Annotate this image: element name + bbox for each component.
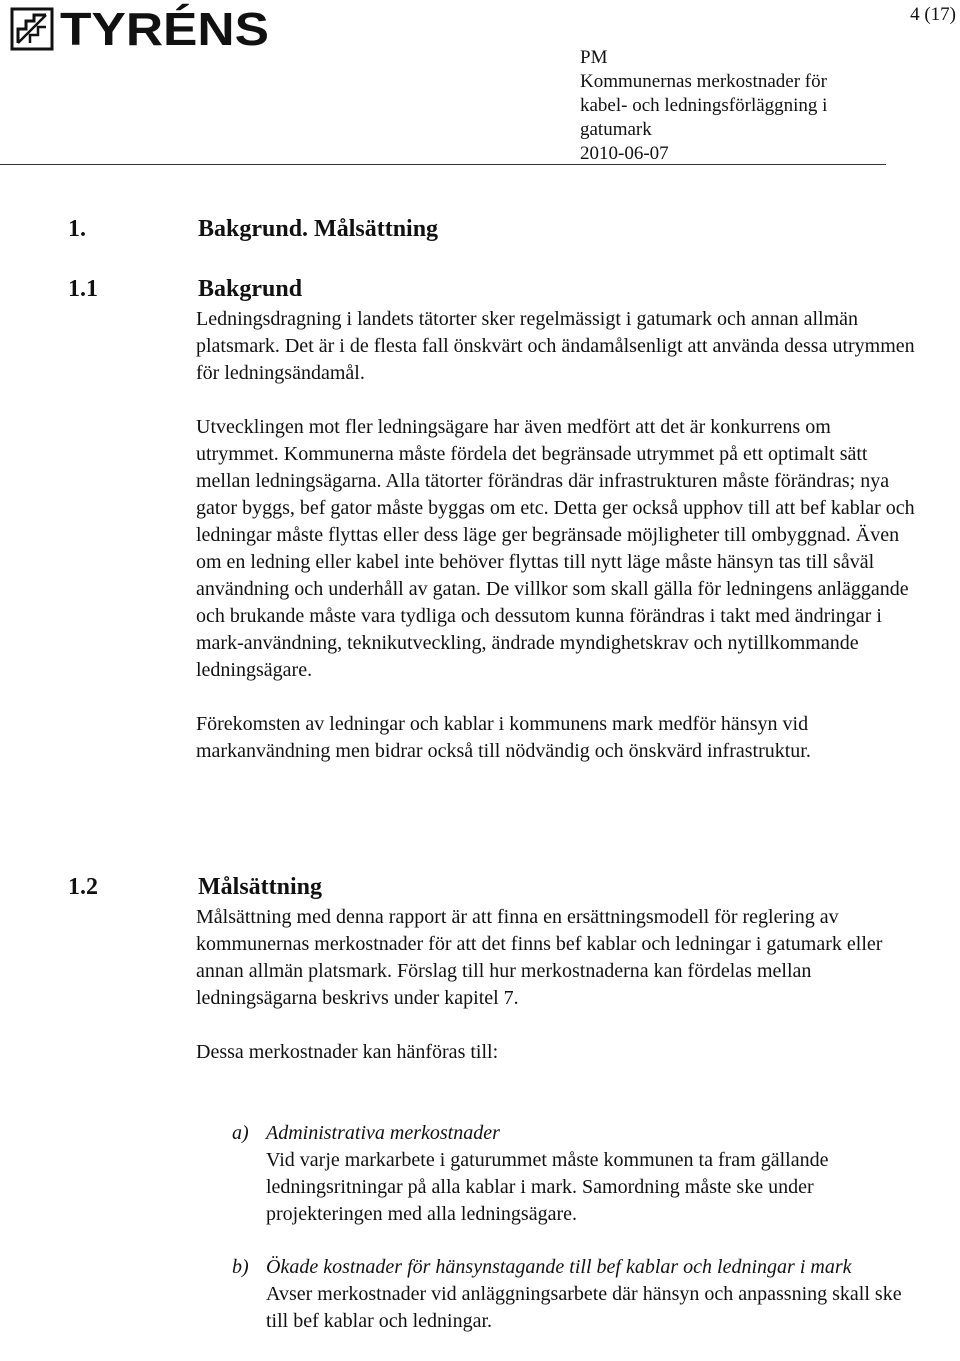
subsection-number: 1.2 <box>68 874 98 900</box>
list-item <box>232 1254 912 1335</box>
subsection-title: Bakgrund <box>198 276 303 302</box>
paragraph: Utvecklingen mot fler ledningsägare har även medfört att det är konkurrens om utrymmet. Kommunerna måste fördela det begränsade utrymmet på ett optimalt sätt mellan ledningsägarna. Alla tätorter förändras där infrastrukturen måste förändras; nya gator byggs, bef gator måste byggas om etc. Detta ger också upphov till att bef kablar och ledningar måste flyttas eller dess läge ger begränsade möjligheter till ombyggnad. Även om en ledning eller kabel inte behöver flyttas till nytt läge måste hänsyn tas till såväl användning och underhåll av gatan. De villkor som skall gälla för ledningens anläggande och brukande måste vara tydliga och dessutom kunna förändras i takt med ändringar i mark-användning, teknikutveckling, ändrade myndighetskrav och nytillkommande ledningsägare. <box>196 416 915 681</box>
list-marker: b) <box>232 1256 249 1278</box>
company-name: TYRÉNS <box>60 3 269 55</box>
paragraph: Förekomsten av ledningar och kablar i kommunens mark medför hänsyn vid markanvändning men bidrar också till nödvändig och önskvärd infrastruktur. <box>196 713 811 762</box>
doc-title-line: kabel- och ledningsförläggning i <box>580 95 828 116</box>
doc-type: PM <box>580 47 608 68</box>
tyrens-logo-icon <box>10 7 54 51</box>
section-body <box>196 904 916 1066</box>
subsection-number: 1.1 <box>68 276 98 302</box>
list-item <box>232 1120 912 1228</box>
section-body <box>196 306 916 765</box>
doc-title-line: Kommunernas merkostnader för <box>580 71 827 92</box>
doc-date: 2010-06-07 <box>580 143 669 164</box>
section-title: Bakgrund. Målsättning <box>198 216 439 242</box>
list-marker: a) <box>232 1122 249 1144</box>
paragraph: Målsättning med denna rapport är att finna en ersättningsmodell för reglering av kommunernas merkostnader för att det finns bef kablar och ledningar i gatumark eller annan allmän platsmark. Förslag till hur merkostnaderna kan fördelas mellan ledningsägarna beskrivs under kapitel 7. <box>196 906 883 1009</box>
subsection-title: Målsättning <box>198 874 323 900</box>
doc-title-line: gatumark <box>580 119 652 140</box>
company-logo <box>10 3 269 55</box>
list-item-text: Avser merkostnader vid anläggningsarbete där hänsyn och anpassning skall ske till bef kablar och ledningar. <box>266 1283 902 1332</box>
page-number: 4 (17) <box>910 4 956 25</box>
document-meta <box>580 46 827 166</box>
header-divider <box>0 164 886 165</box>
list-item-title: Administrativa merkostnader <box>266 1122 500 1144</box>
list-item-text: Vid varje markarbete i gaturummet måste kommunen ta fram gällande ledningsritningar på alla kablar i mark. Samordning måste ske under projekteringen med alla ledningsägare. <box>266 1149 829 1225</box>
paragraph: Dessa merkostnader kan hänföras till: <box>196 1041 499 1063</box>
paragraph: Ledningsdragning i landets tätorter sker regelmässigt i gatumark och annan allmän platsmark. Det är i de flesta fall önskvärt och ändamålsenligt att använda dessa utrymmen för ledningsändamål. <box>196 308 915 384</box>
section-number: 1. <box>68 216 86 242</box>
list-item-title: Ökade kostnader för hänsynstagande till bef kablar och ledningar i mark <box>266 1256 852 1278</box>
